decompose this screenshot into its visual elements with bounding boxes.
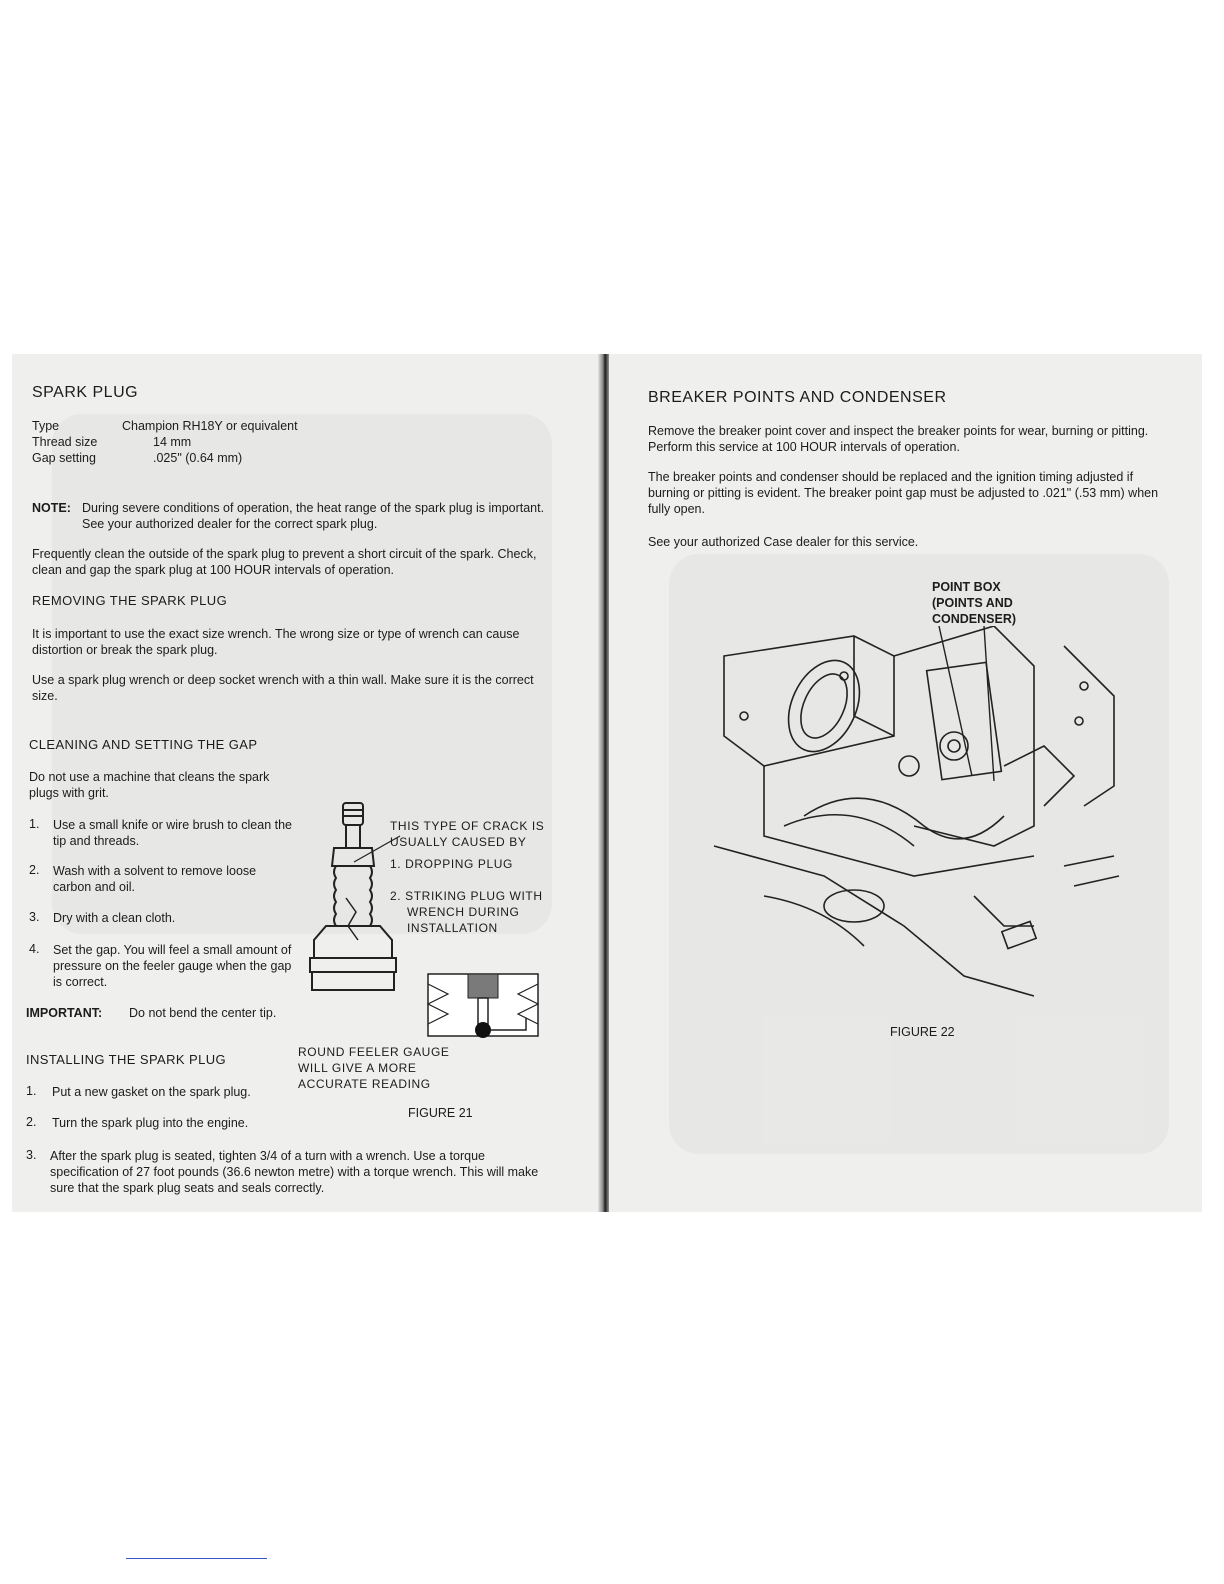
- installing-step-text: Put a new gasket on the spark plug.: [52, 1085, 251, 1099]
- spec-gap-label: Gap setting: [32, 451, 96, 465]
- left-page: [12, 354, 600, 1212]
- point-box-label-line2: (POINTS AND: [932, 596, 1013, 610]
- crack-cause-2-line1: 2. STRIKING PLUG WITH: [390, 889, 543, 903]
- dealer-paragraph: See your authorized Case dealer for this service.: [648, 535, 919, 549]
- cleaning-step-text: Use a small knife or wire brush to clean the tip and threads.: [53, 818, 292, 848]
- point-box-label-line1: POINT BOX: [932, 580, 1001, 594]
- spec-thread-label: Thread size: [32, 435, 98, 449]
- installing-heading: INSTALLING THE SPARK PLUG: [26, 1052, 226, 1067]
- important-text: Do not bend the center tip.: [129, 1006, 277, 1020]
- breaker-points-title: BREAKER POINTS AND CONDENSER: [648, 389, 947, 406]
- wrench-paragraph: It is important to use the exact size wrench. The wrong size or type of wrench can cause distortion or break the spark plug.: [32, 627, 520, 657]
- figure-21-caption: FIGURE 21: [408, 1106, 473, 1120]
- note-label: NOTE:: [32, 501, 71, 515]
- crack-cause-1: 1. DROPPING PLUG: [390, 857, 513, 871]
- installing-step-number: 2.: [26, 1115, 37, 1129]
- spec-gap-value: .025" (0.64 mm): [153, 451, 243, 465]
- crack-label-line2: USUALLY CAUSED BY: [390, 835, 527, 849]
- engine-drawing: [704, 626, 1129, 1006]
- spec-type-value: Champion RH18Y or equivalent: [122, 419, 298, 433]
- spec-thread-value: 14 mm: [153, 435, 192, 449]
- spark-plug-title: SPARK PLUG: [32, 384, 139, 401]
- installing-step-text: After the spark plug is seated, tighten 3/4 of a turn with a wrench. Use a torque specification of 27 foot pounds (36.6 newton metre) with a torque wrench. This will make sure that the spark plug seats and seals correctly.: [50, 1149, 539, 1195]
- installing-step-text: Turn the spark plug into the engine.: [52, 1116, 249, 1130]
- manual-spread: [12, 354, 1202, 1212]
- cleaning-step-number: 2.: [29, 863, 40, 877]
- cleaning-step-number: 1.: [29, 817, 40, 831]
- cleaning-step-text: Set the gap. You will feel a small amount of pressure on the feeler gauge when the gap is correct.: [53, 943, 292, 989]
- installing-step-number: 3.: [26, 1148, 37, 1162]
- gauge-label-line2: WILL GIVE A MORE: [298, 1061, 417, 1075]
- inspect-paragraph: Remove the breaker point cover and inspect the breaker points for wear, burning or pitting. Perform this service at 100 HOUR intervals of operation.: [648, 424, 1149, 454]
- replace-paragraph: The breaker points and condenser should be replaced and the ignition timing adjusted if burning or pitting is evident. The breaker point gap must be adjusted to .021" (.53 mm) when fully open.: [648, 470, 1159, 516]
- important-label: IMPORTANT:: [26, 1006, 103, 1020]
- clean-paragraph: Frequently clean the outside of the spark plug to prevent a short circuit of the spark. Check, clean and gap the spark plug at 100 HOUR intervals of operation.: [32, 547, 537, 577]
- crack-cause-2-line3: INSTALLATION: [407, 921, 498, 935]
- cleaning-step-text: Dry with a clean cloth.: [53, 911, 176, 925]
- engine-illustration: [704, 626, 1129, 1006]
- removing-heading: REMOVING THE SPARK PLUG: [32, 593, 228, 608]
- gauge-label-line1: ROUND FEELER GAUGE: [298, 1045, 450, 1059]
- figure-22-caption: FIGURE 22: [890, 1025, 955, 1039]
- installing-step-number: 1.: [26, 1084, 37, 1098]
- gauge-label-line3: ACCURATE READING: [298, 1077, 431, 1091]
- right-page: [609, 354, 1202, 1212]
- point-box-label-line3: CONDENSER): [932, 612, 1017, 626]
- crack-label-line1: THIS TYPE OF CRACK IS: [390, 819, 545, 833]
- socket-paragraph: Use a spark plug wrench or deep socket wrench with a thin wall. Make sure it is the correct size.: [32, 673, 534, 703]
- cleaning-step-text: Wash with a solvent to remove loose carbon and oil.: [53, 864, 257, 894]
- note-text: During severe conditions of operation, the heat range of the spark plug is important. See your authorized dealer for the correct spark plug.: [82, 501, 545, 531]
- underline-mark: [126, 1558, 267, 1559]
- gap-detail: [428, 974, 538, 1038]
- crack-cause-2-line2: WRENCH DURING: [407, 905, 520, 919]
- cleaning-step-number: 4.: [29, 942, 40, 956]
- cleaning-step-number: 3.: [29, 910, 40, 924]
- cleaning-heading: CLEANING AND SETTING THE GAP: [29, 737, 258, 752]
- spec-type-label: Type: [32, 419, 60, 433]
- cleaning-intro: Do not use a machine that cleans the spark plugs with grit.: [29, 770, 270, 800]
